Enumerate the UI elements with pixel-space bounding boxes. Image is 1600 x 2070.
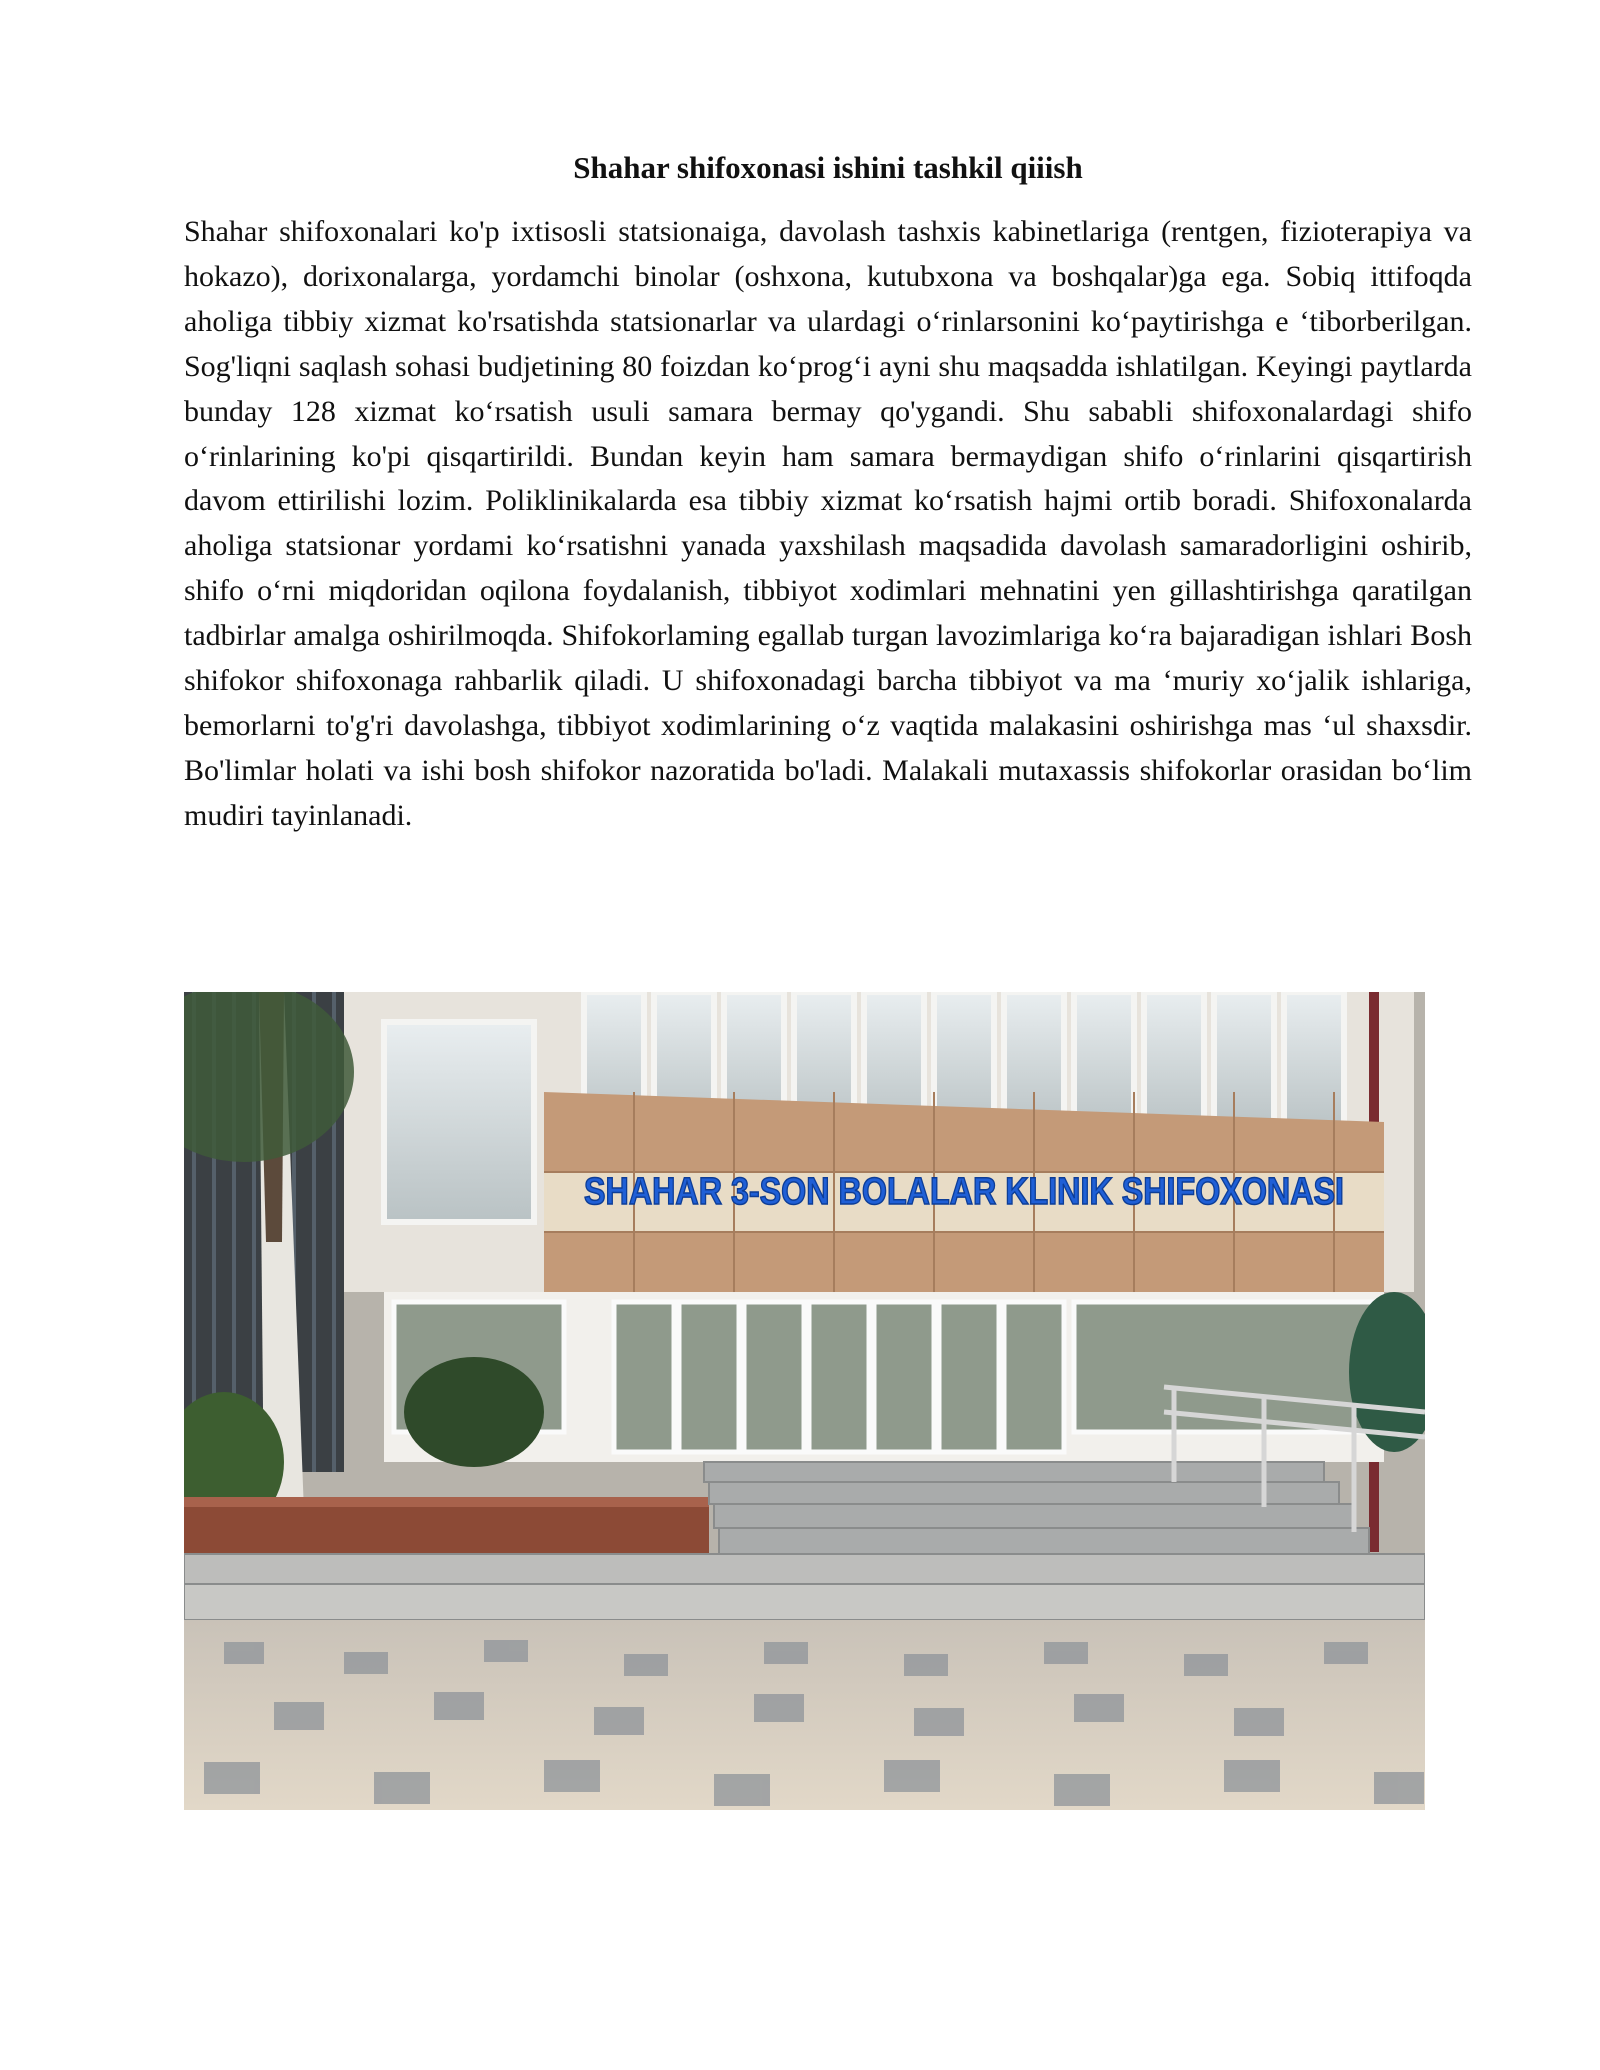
document-title: Shahar shifoxonasi ishini tashkil qiiish [573, 150, 1083, 185]
building-sign: SHAHAR 3-SON BOLALAR KLINIK SHIFOXONASI [584, 1171, 1344, 1213]
body-paragraph: Shahar shifoxonalari ko'p ixtisosli statsionaiga, davolash tashxis kabinetlariga (rentgen, fizioterapiya va hokazo), dorixonalarga, yordamchi binolar (oshxona, kutubxona va boshqalar)ga ega. Sobiq ittifoqda aholiga tibbiy xizmat ko'rsatishda statsionarlar va ulardagi o‘rinlarsonini ko‘paytirishga e ‘tiborberilgan. Sog'liqni saqlash sohasi budjetining 80 foizdan ko‘prog‘i ayni shu maqsadda ishlatilgan. Keyingi paytlarda bunday 128 xizmat ko‘rsatish usuli samara bermay qo'ygandi. Shu sababli shifoxonalardagi shifo o‘rinlarining ko'pi qisqartirildi. Bundan keyin ham samara bermaydigan shifo o‘rinlarini qisqartirish davom ettirilishi lozim. Poliklinikalarda esa tibbiy xizmat ko‘rsatish hajmi ortib boradi. Shifoxonalarda aholiga statsionar yordami ko‘rsatishni yanada yaxshilash maqsadida davolash samaradorligini oshirib, shifo o‘rni miqdoridan oqilona foydalanish, tibbiyot xodimlari mehnatini yen gillashtirishga qaratilgan tadbirlar amalga oshirilmoqda. Shifokorlaming egallab turgan lavozimlariga ko‘ra bajaradigan ishlari Bosh shifokor shifoxonaga rahbarlik qiladi. U shifoxonadagi barcha tibbiyot va ma ‘muriy xo‘jalik ishlariga, bemorlarni to'g'ri davolashga, tibbiyot xodimlarining o‘z vaqtida malakasini oshirishga mas ‘ul shaxsdir. Bo'limlar holati va ishi bosh shifokor nazoratida bo'ladi. Malakali mutaxassis shifokorlar orasidan bo‘lim mudiri tayinlanadi. [184, 215, 1472, 832]
hospital-entrance-illustration [184, 992, 1425, 1810]
hospital-building-photo [184, 992, 1425, 1810]
